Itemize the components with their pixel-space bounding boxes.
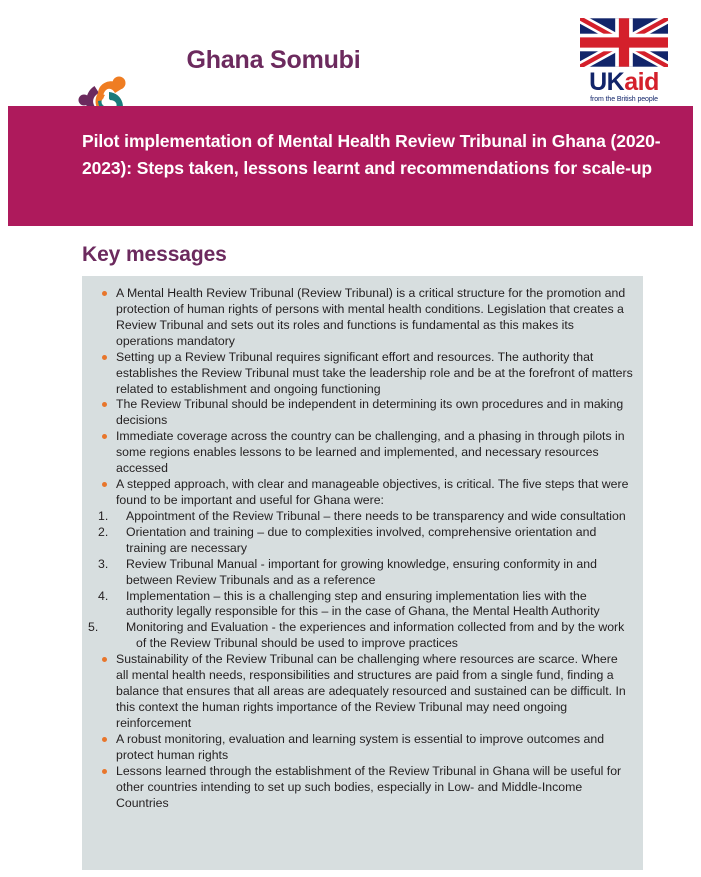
ukaid-word-uk: UK: [589, 68, 625, 96]
key-messages-box: [82, 276, 643, 870]
list-item: Appointment of the Review Tribunal – there needs to be transparency and wide consultation: [126, 508, 626, 523]
list-item: Lessons learned through the establishment of the Review Tribunal in Ghana will be useful for other countries intending to set up such bodies, especially in Low- and Middle-Income Countries: [92, 764, 633, 812]
page-header: [0, 0, 701, 106]
section-heading-key-messages: Key messages: [82, 243, 227, 266]
ukaid-logo: [580, 18, 668, 103]
ukaid-tagline: from the British people: [590, 96, 658, 103]
list-item: The Review Tribunal should be independent in determining its own procedures and in making decisions: [92, 397, 633, 429]
list-item: Setting up a Review Tribunal requires significant effort and resources. The authority that establishes the Review Tribunal must take the leadership role and be at the forefront of matters related to establishment and ongoing functioning: [92, 350, 633, 398]
list-item: A stepped approach, with clear and manageable objectives, is critical. The five steps that were found to be important and useful for Ghana were:: [92, 477, 633, 509]
brand-name-line1: Ghana Somubi: [186, 46, 361, 74]
page-title: Pilot implementation of Mental Health Review Tribunal in Ghana (2020-2023): Steps taken, lessons learnt and recommendations for scale-up: [82, 131, 661, 178]
title-banner: [8, 106, 693, 226]
list-item: Monitoring and Evaluation - the experiences and information collected from and by the work of the Review Tribunal should be used to improve practices: [126, 620, 625, 651]
list-item: Immediate coverage across the country can be challenging, and a phasing in through pilots in some regions enables lessons to be learned and implemented, and necessary resources accessed: [92, 429, 633, 477]
key-messages-list: [92, 286, 633, 509]
ukaid-word-aid: aid: [624, 68, 659, 96]
list-item: A robust monitoring, evaluation and learning system is essential to improve outcomes and protect human rights: [92, 732, 633, 764]
list-item: Sustainability of the Review Tribunal can be challenging where resources are scarce. Where all mental health needs, responsibilities and structures are paid from a single fund, finding a balance that ensures that all areas are adequately resourced and sustained can be difficult. In this context the human rights importance of the Review Tribunal may need ongoing reinforcement: [92, 652, 633, 732]
list-item: A Mental Health Review Tribunal (Review Tribunal) is a critical structure for the promotion and protection of human rights of persons with mental health conditions. Legislation that creates a Review Tribunal and sets out its roles and functions is fundamental as this makes its operations mandatory: [92, 286, 633, 350]
list-item: Implementation – this is a challenging step and ensuring implementation lies with the authority legally responsible for this – in the case of Ghana, the Mental Health Authority: [126, 588, 600, 619]
union-jack-flag-icon: [580, 18, 668, 67]
ukaid-wordmark: [580, 70, 668, 95]
five-steps-list: [92, 509, 633, 652]
list-item: Review Tribunal Manual - important for growing knowledge, ensuring conformity in and between Review Tribunals and as a reference: [126, 556, 597, 587]
list-item: Orientation and training – due to complexities involved, comprehensive orientation and training are necessary: [126, 524, 597, 555]
key-messages-list-continued: [92, 652, 633, 811]
